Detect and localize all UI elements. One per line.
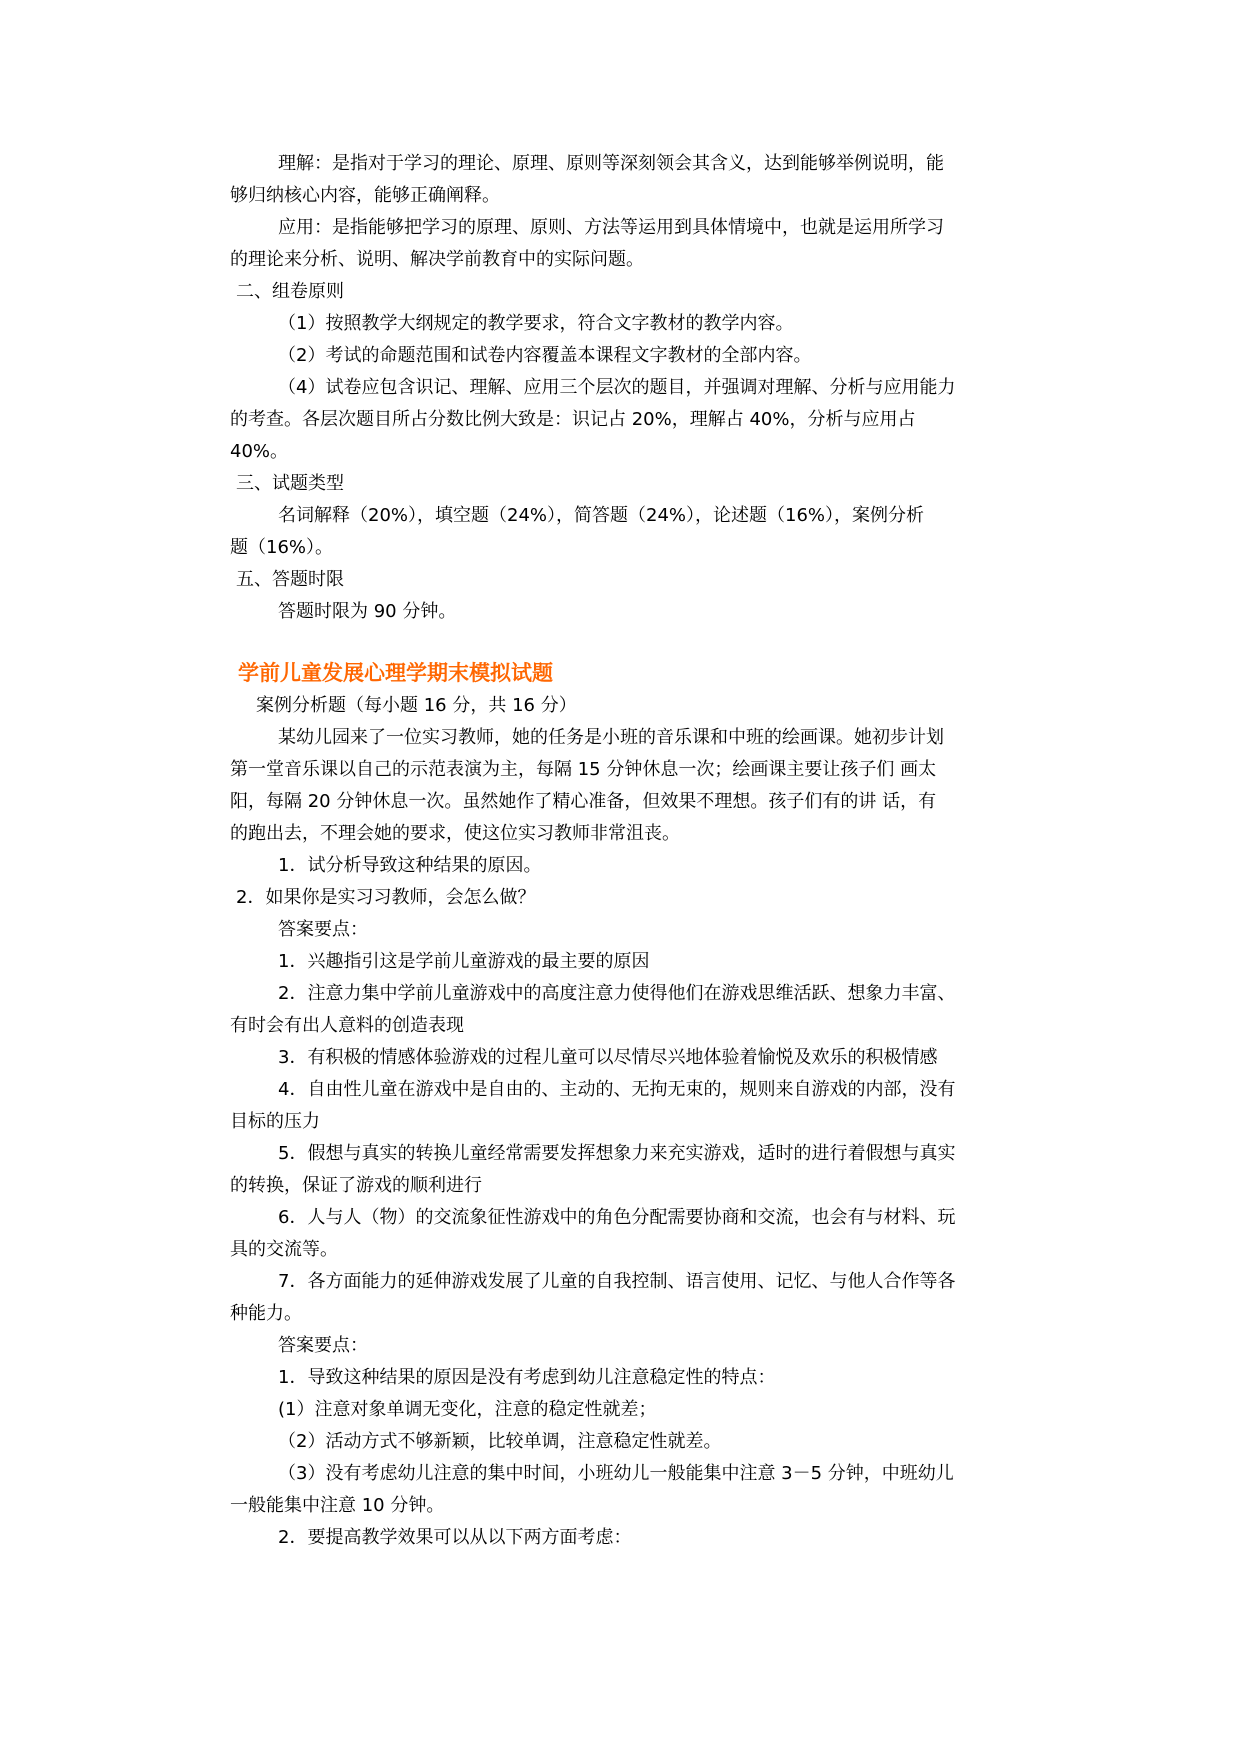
text-line: 的转换，保证了游戏的顺利进行 — [230, 1175, 482, 1196]
text-line: 应用：是指能够把学习的原理、原则、方法等运用到具体情境中，也就是运用所学习 — [278, 217, 944, 238]
text-line: 2．注意力集中学前儿童游戏中的高度注意力使得他们在游戏思维活跃、想象力丰富、 — [278, 983, 956, 1004]
text-line: 某幼儿园来了一位实习教师，她的任务是小班的音乐课和中班的绘画课。她初步计划 — [278, 727, 944, 748]
text-line: 的理论来分析、说明、解决学前教育中的实际问题。 — [230, 249, 644, 270]
mock-exam-section — [230, 690, 1050, 1554]
text-line: 2．如果你是实习习教师，会怎么做？ — [236, 887, 536, 908]
text-line: 1．试分析导致这种结果的原因。 — [278, 855, 542, 876]
text-line: 目标的压力 — [230, 1111, 320, 1132]
text-line: 答题时限为 90 分钟。 — [278, 601, 457, 622]
text-line: 1．导致这种结果的原因是没有考虑到幼儿注意稳定性的特点： — [278, 1367, 776, 1388]
text-line: （1）按照教学大纲规定的教学要求，符合文字教材的教学内容。 — [278, 313, 794, 334]
text-line: 名词解释（20%），填空题（24%），简答题（24%），论述题（16%），案例分析 — [278, 505, 925, 526]
text-line: 够归纳核心内容，能够正确阐释。 — [230, 185, 500, 206]
text-line: 的考查。各层次题目所占分数比例大致是：识记占 20%，理解占 40%，分析与应用占 — [230, 409, 916, 430]
text-line: 4．自由性儿童在游戏中是自由的、主动的、无拘无束的，规则来自游戏的内部，没有 — [278, 1079, 956, 1100]
text-line: （3）没有考虑幼儿注意的集中时间，小班幼儿一般能集中注意 3－5 分钟，中班幼儿 — [278, 1463, 954, 1484]
text-line: 有时会有出人意料的创造表现 — [230, 1015, 464, 1036]
text-line: 阳，每隔 20 分钟休息一次。虽然她作了精心准备，但效果不理想。孩子们有的讲 话，有 — [230, 791, 937, 812]
text-line: 一般能集中注意 10 分钟。 — [230, 1495, 445, 1516]
exam-requirements-section — [230, 148, 1050, 628]
text-line: (1）注意对象单调无变化，注意的稳定性就差； — [278, 1399, 657, 1420]
text-line: 理解：是指对于学习的理论、原理、原则等深刻领会其含义，达到能够举例说明，能 — [278, 153, 944, 174]
text-line: 答案要点： — [278, 1335, 368, 1356]
text-line: 3．有积极的情感体验游戏的过程儿童可以尽情尽兴地体验着愉悦及欢乐的积极情感 — [278, 1047, 938, 1068]
text-line: 6．人与人（物）的交流象征性游戏中的角色分配需要协商和交流，也会有与材料、玩 — [278, 1207, 956, 1228]
text-line: 答案要点： — [278, 919, 368, 940]
text-line: 2．要提高教学效果可以从以下两方面考虑： — [278, 1527, 632, 1548]
text-line: 三、试题类型 — [236, 473, 344, 494]
text-line: 40%。 — [230, 441, 289, 462]
text-line: 5．假想与真实的转换儿童经常需要发挥想象力来充实游戏，适时的进行着假想与真实 — [278, 1143, 956, 1164]
text-line: 案例分析题（每小题 16 分，共 16 分） — [256, 695, 577, 716]
text-line: 种能力。 — [230, 1303, 302, 1324]
text-line: 题（16%）。 — [230, 537, 334, 558]
text-line: 二、组卷原则 — [236, 281, 344, 302]
section-title: 学前儿童发展心理学期末模拟试题 — [238, 661, 553, 685]
text-line: 7．各方面能力的延伸游戏发展了儿童的自我控制、语言使用、记忆、与他人合作等各 — [278, 1271, 956, 1292]
text-line: （2）活动方式不够新颖，比较单调，注意稳定性就差。 — [278, 1431, 722, 1452]
text-line: 1．兴趣指引这是学前儿童游戏的最主要的原因 — [278, 951, 650, 972]
text-line: （4）试卷应包含识记、理解、应用三个层次的题目，并强调对理解、分析与应用能力 — [278, 377, 956, 398]
text-line: 的跑出去，不理会她的要求，使这位实习教师非常沮丧。 — [230, 823, 680, 844]
text-line: 第一堂音乐课以自己的示范表演为主，每隔 15 分钟休息一次；绘画课主要让孩子们 画太 — [230, 759, 937, 780]
document-page — [230, 148, 1050, 1554]
text-line: 五、答题时限 — [236, 569, 344, 590]
text-line: （2）考试的命题范围和试卷内容覆盖本课程文字教材的全部内容。 — [278, 345, 812, 366]
text-line: 具的交流等。 — [230, 1239, 338, 1260]
